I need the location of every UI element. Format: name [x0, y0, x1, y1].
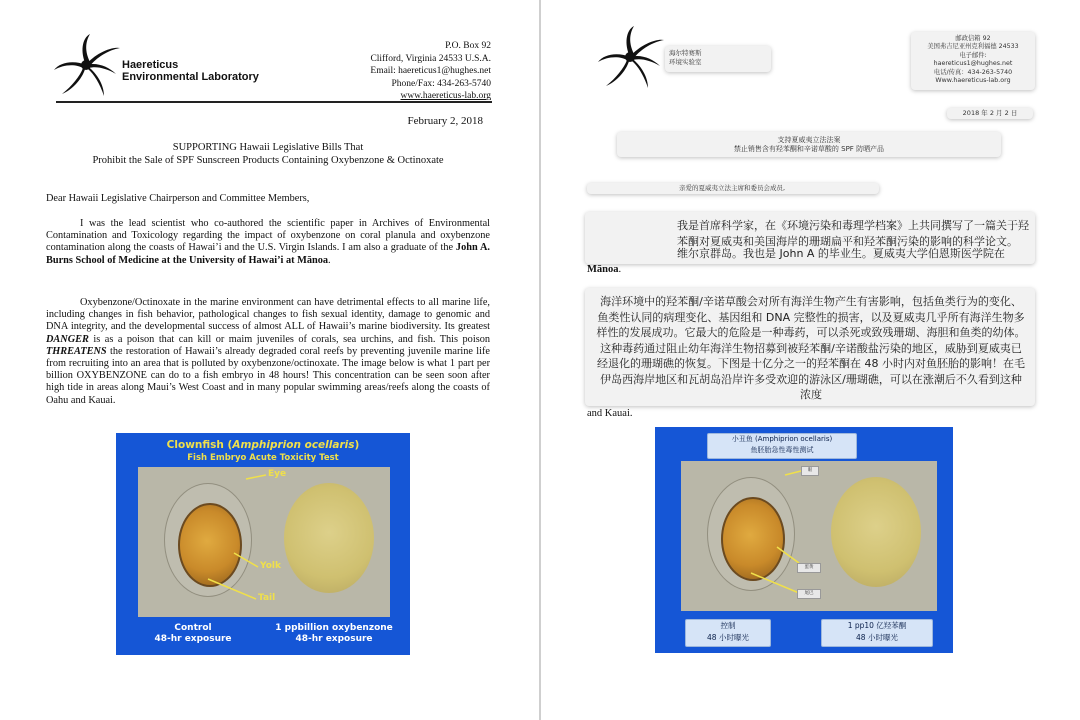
fish-embryo-figure — [116, 433, 410, 655]
address-line: P.O. Box 92 — [445, 41, 491, 51]
spiral-logo-icon — [50, 32, 122, 98]
oxybenzone-caption: 1 ppbillion oxybenzone 48-hr exposure — [275, 623, 393, 644]
school-name: John A. Burns School of Medicine at the University of Hawai’i at Mānoa — [46, 242, 490, 266]
oxybenzone-caption: 1 pp10 亿羟苯酮 48 小时曝光 — [821, 619, 933, 647]
yolk-label: 蛋黄 — [797, 563, 821, 573]
title-line-2: Prohibit the Sale of SPF Sunscreen Products Containing Oxybenzone & Octinoxate — [92, 155, 444, 166]
fish-embryo-figure-translated — [655, 427, 953, 653]
paragraph-2: 海洋环境中的羟苯酮/辛诺草酸会对所有海洋生物产生有害影响，包括鱼类行为的变化、鱼类性认同的病理变化、基因组和 DNA 完整性的损害，以及夏威夷几乎所有海洋生物多样性的发展成功。它最大的危险是一种毒药，可以杀死或致残珊瑚、海胆和鱼类的幼体。这种毒药通过阻止幼年海洋生物招募到被羟苯酮/辛诺酸盐污染的地区，威胁到夏威夷已经退化的珊瑚礁的恢复。下图是十亿分之一的羟苯酮在 48 小时内对鱼胚胎的影响！在毛伊岛西海岸地区和瓦胡岛沿岸许多受欢迎的游泳区/珊瑚礁，可以在涨潮后不久看到这种浓度 — [596, 295, 1026, 401]
title-line-1: 支持夏威夷立法法案 — [777, 136, 841, 144]
eye-label: 眼 — [801, 466, 819, 476]
embryo-photo — [138, 467, 390, 617]
threatens-emphasis: THREATENS — [46, 345, 107, 357]
lab-name-line-2: Environmental Laboratory — [122, 71, 259, 83]
address-block — [291, 40, 491, 103]
address-line: Clifford, Virginia 24533 U.S.A. — [370, 53, 491, 64]
salutation: 亲爱的夏威夷立法主席和委员会成员, — [679, 184, 786, 192]
lab-name-line-1: Haereticus — [122, 59, 179, 71]
paragraph-1-box — [585, 212, 1035, 264]
tail-label: 尾巴 — [797, 589, 821, 599]
website-line: Www.haereticus-lab.org — [935, 77, 1011, 85]
email-line: haereticus1@hughes.net — [933, 60, 1013, 68]
paragraph-2-box — [585, 288, 1035, 406]
lab-name-box — [665, 46, 771, 72]
salutation: Dear Hawaii Legislative Chairperson and Committee Members, — [46, 193, 310, 204]
paragraph-2-tail: and Kauai. — [587, 408, 633, 419]
paragraph-1-line-1: 我是首席科学家，在《环境污染和毒理学档案》上共同撰写了一篇关于羟苯酮对夏威夷和美国海岸的珊瑚扁平和羟苯酮污染的影响的科学论文。 — [677, 219, 1029, 248]
eye-label: Eye — [268, 469, 287, 479]
figure-title: Clownfish (Amphiprion ocellaris) — [166, 439, 360, 451]
address-line: 美国弗吉尼亚州克利福德 24533 — [927, 43, 1019, 51]
control-caption: 控制 48 小时曝光 — [685, 619, 771, 647]
control-caption: Control 48-hr exposure — [154, 623, 232, 644]
phone-line: Phone/Fax: 434-263-5740 — [391, 78, 491, 89]
tail-label: Tail — [258, 593, 276, 603]
title-box — [617, 132, 1001, 157]
title-line-1: SUPPORTING Hawaii Legislative Bills That — [172, 142, 364, 153]
salutation-box — [587, 183, 879, 194]
english-letter-page — [0, 0, 539, 720]
phone-line: 电话/传真：434-263-5740 — [933, 68, 1013, 76]
website-line: www.haereticus-lab.org — [400, 91, 491, 102]
date-box — [947, 108, 1033, 119]
paragraph-1-line-2: 维尔京群岛。我也是 John A 的毕业生。夏威夷大学伯恩斯医学院在 — [677, 247, 1005, 260]
paragraph-2: Oxybenzone/Octinoxate in the marine environment can have detrimental effects to all marine life, including changes in fish behavior, pathological changes to fish sexual identity, damage to genomic and DNA integrity, and the developmental success of almost ALL of Hawaii’s marine biodiversity. Its greatest DANGER is as a poison that can kill or maim juveniles of corals, sea urchins, and fish. This poison THREATENS the restoration of Hawaii’s already degraded coral reefs by preventing juvenile marine life from recruiting into an area that is polluted by oxybenzone/octinoxate. The image below is what 1 part per billion OXYBENZONE can do to a fish embryo in 48 hours! This concentration can be seen soon after high tide in areas along Maui’s West Coast and in many popular swimming areas/reefs along the coasts of Oahu and Kauai. — [46, 297, 490, 406]
email-label: 电子邮件: — [959, 51, 987, 59]
address-line: 邮政信箱 92 — [955, 35, 991, 42]
yolk-label: Yolk — [260, 561, 281, 571]
figure-title-box — [707, 433, 857, 459]
paragraph-1: I was the lead scientist who co-authored the scientific paper in Archives of Environmental Contamination and Toxicology regarding the impact of oxybenzone on coral planula and oxybenzone contamination along the coasts of Hawai’i and the U.S. Virgin Islands. I am also a graduate of the John A. Burns School of Medicine at the University of Hawai’i at Mānoa. — [46, 218, 490, 266]
lab-name — [122, 59, 259, 83]
title-line-2: 禁止销售含有羟苯酮和辛诺草酸的 SPF 防晒产品 — [733, 145, 885, 153]
letter-date: February 2, 2018 — [407, 115, 483, 127]
figure-subtitle: Fish Embryo Acute Toxicity Test — [187, 453, 339, 463]
figure-subtitle: 鱼胚胎急性毒性测试 — [750, 446, 814, 454]
address-box — [911, 32, 1035, 90]
embryo-photo — [681, 461, 937, 611]
letter-date: 2018 年 2 月 2 日 — [962, 109, 1018, 117]
figure-title: 小丑鱼 (Amphiprion ocellaris) — [731, 435, 833, 443]
lab-name-line-2: 环境实验室 — [669, 57, 702, 66]
chinese-translation-page — [541, 0, 1080, 720]
paragraph-1-tail: Mānoa. — [587, 264, 622, 275]
danger-emphasis: DANGER — [46, 333, 89, 345]
spiral-logo-icon — [593, 24, 667, 90]
lab-name-line-1: 海尔特赛斯 — [669, 49, 702, 57]
letter-title — [46, 141, 490, 167]
header-rule — [56, 101, 492, 103]
email-line: Email: haereticus1@hughes.net — [370, 66, 491, 77]
